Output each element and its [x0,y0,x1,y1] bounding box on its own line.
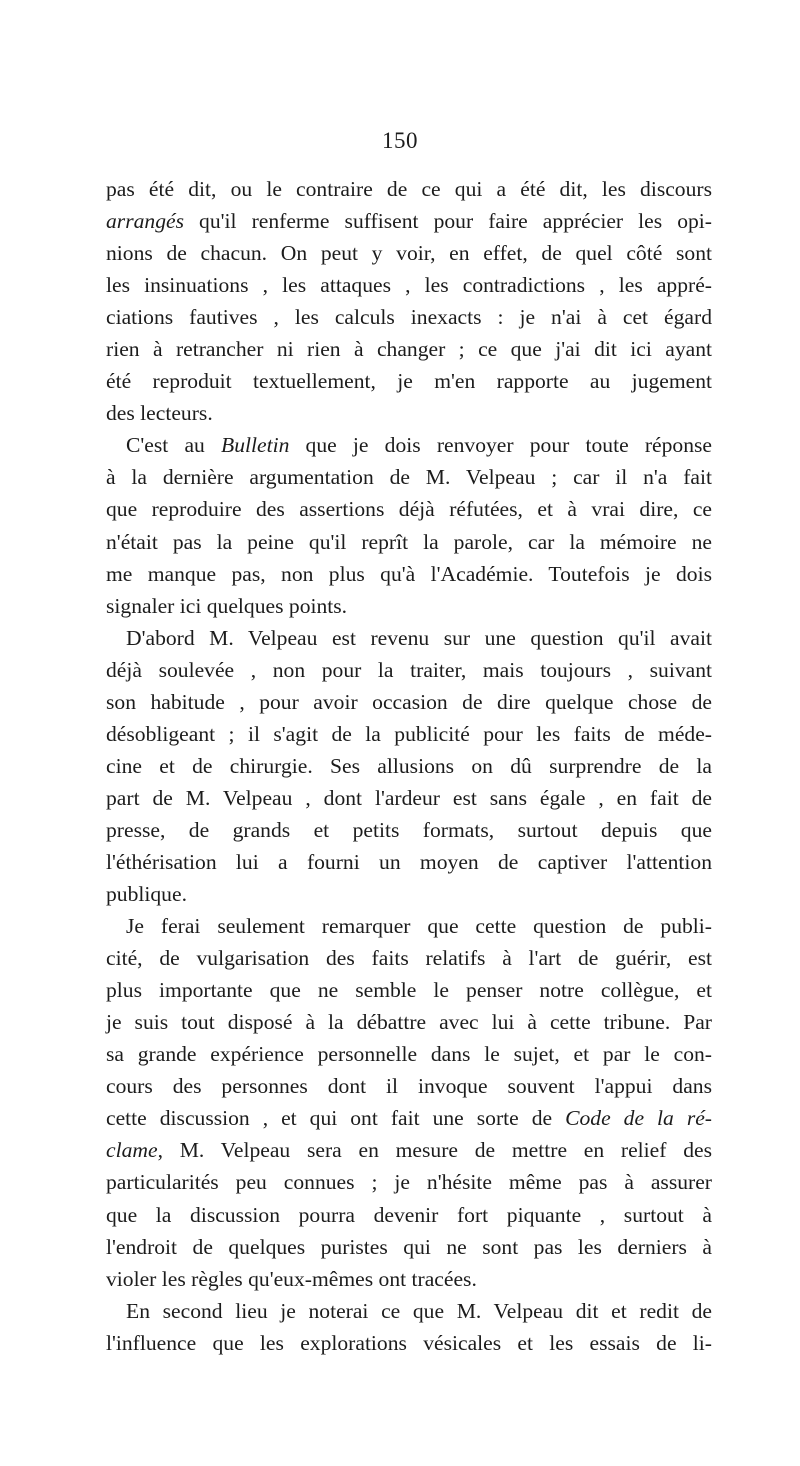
text-line [106,1070,712,1102]
text-line [106,846,712,878]
text-segment: plus importante que ne semble le penser notre collègue, et [106,978,712,1003]
text-segment: je suis tout disposé à la débattre avec lui à cette tribune. Par [106,1010,712,1035]
italic-text: clame [106,1138,158,1163]
text-segment: particularités peu connues ; je n'hésite même pas à assurer [106,1170,712,1195]
text-line [106,429,712,461]
text-line [106,1327,712,1359]
text-line [106,269,712,301]
text-segment: violer les règles qu'eux-mêmes ont tracées. [106,1266,477,1291]
text-line [106,461,712,493]
text-segment: l'endroit de quelques puristes qui ne sont pas les derniers à [106,1234,712,1259]
text-segment: que la discussion pourra devenir fort piquante , surtout à [106,1202,712,1227]
text-segment: presse, de grands et petits formats, surtout depuis que [106,817,712,842]
text-line [106,1102,712,1134]
body-text [106,173,712,1359]
text-line [106,974,712,1006]
text-line [106,173,712,205]
text-line [106,237,712,269]
text-segment: été reproduit textuellement, je m'en rapporte au jugement [106,369,712,394]
text-line [106,205,712,237]
text-line [106,1006,712,1038]
text-line [106,782,712,814]
text-line [106,910,712,942]
text-segment: ciations fautives , les calculs inexacts : je n'ai à cet égard [106,305,712,330]
text-segment: part de M. Velpeau , dont l'ardeur est sans égale , en fait de [106,785,712,810]
italic-text: Code de la ré- [565,1106,712,1131]
text-line [106,1263,712,1295]
text-line [106,654,712,686]
text-line [106,622,712,654]
text-line [106,333,712,365]
text-line [106,397,712,429]
text-segment: qu'il renferme suffisent pour faire apprécier les opi- [183,209,712,234]
text-line [106,301,712,333]
text-line [106,750,712,782]
text-line [106,1295,712,1327]
text-line [106,686,712,718]
text-segment: cité, de vulgarisation des faits relatifs à l'art de guérir, est [106,946,712,971]
text-segment: à la dernière argumentation de M. Velpeau ; car il n'a fait [106,465,712,490]
text-segment: C'est au [126,433,222,458]
text-line [106,1166,712,1198]
text-line [106,526,712,558]
text-segment: Je ferai seulement remarquer que cette question de publi- [126,914,712,939]
text-line [106,814,712,846]
italic-text: arrangés [106,209,184,234]
page-number: 150 [382,128,418,153]
text-segment: des lecteurs. [106,401,213,426]
text-line [106,558,712,590]
text-segment: déjà soulevée , non pour la traiter, mais toujours , suivant [106,657,712,682]
text-segment: l'influence que les explorations vésicales et les essais de li- [106,1330,712,1355]
text-line [106,1038,712,1070]
text-segment: En second lieu je noterai ce que M. Velpeau dit et redit de [126,1298,712,1323]
text-segment: cette discussion , et qui ont fait une sorte de [106,1106,566,1131]
text-line [106,590,712,622]
text-line [106,942,712,974]
text-segment: cours des personnes dont il invoque souvent l'appui dans [106,1074,712,1099]
text-segment: , M. Velpeau sera en mesure de mettre en relief des [157,1138,712,1163]
text-line [106,718,712,750]
text-segment: publique. [106,882,187,907]
text-segment: D'abord M. Velpeau est revenu sur une question qu'il avait [126,625,712,650]
text-segment: n'était pas la peine qu'il reprît la parole, car la mémoire ne [106,529,712,554]
text-line [106,1231,712,1263]
text-segment: les insinuations , les attaques , les contradictions , les appré- [106,273,712,298]
text-line [106,878,712,910]
text-line [106,1199,712,1231]
text-segment: rien à retrancher ni rien à changer ; ce que j'ai dit ici ayant [106,337,712,362]
text-segment: cine et de chirurgie. Ses allusions on dû surprendre de la [106,753,712,778]
text-segment: l'éthérisation lui a fourni un moyen de captiver l'attention [106,849,712,874]
italic-text: Bulletin [221,433,290,458]
text-segment: pas été dit, ou le contraire de ce qui a été dit, les discours [106,177,712,201]
text-segment: désobligeant ; il s'agit de la publicité pour les faits de méde- [106,721,712,746]
text-segment: sa grande expérience personnelle dans le sujet, et par le con- [106,1042,712,1067]
text-line [106,365,712,397]
text-segment: son habitude , pour avoir occasion de dire quelque chose de [106,689,712,714]
text-segment: signaler ici quelques points. [106,593,348,618]
text-segment: nions de chacun. On peut y voir, en effet, de quel côté sont [106,241,712,266]
text-segment: que reproduire des assertions déjà réfutées, et à vrai dire, ce [106,497,712,522]
text-segment: me manque pas, non plus qu'à l'Académie. Toutefois je dois [106,561,712,586]
text-segment: que je dois renvoyer pour toute réponse [289,433,712,458]
text-line [106,1134,712,1166]
text-line [106,493,712,525]
